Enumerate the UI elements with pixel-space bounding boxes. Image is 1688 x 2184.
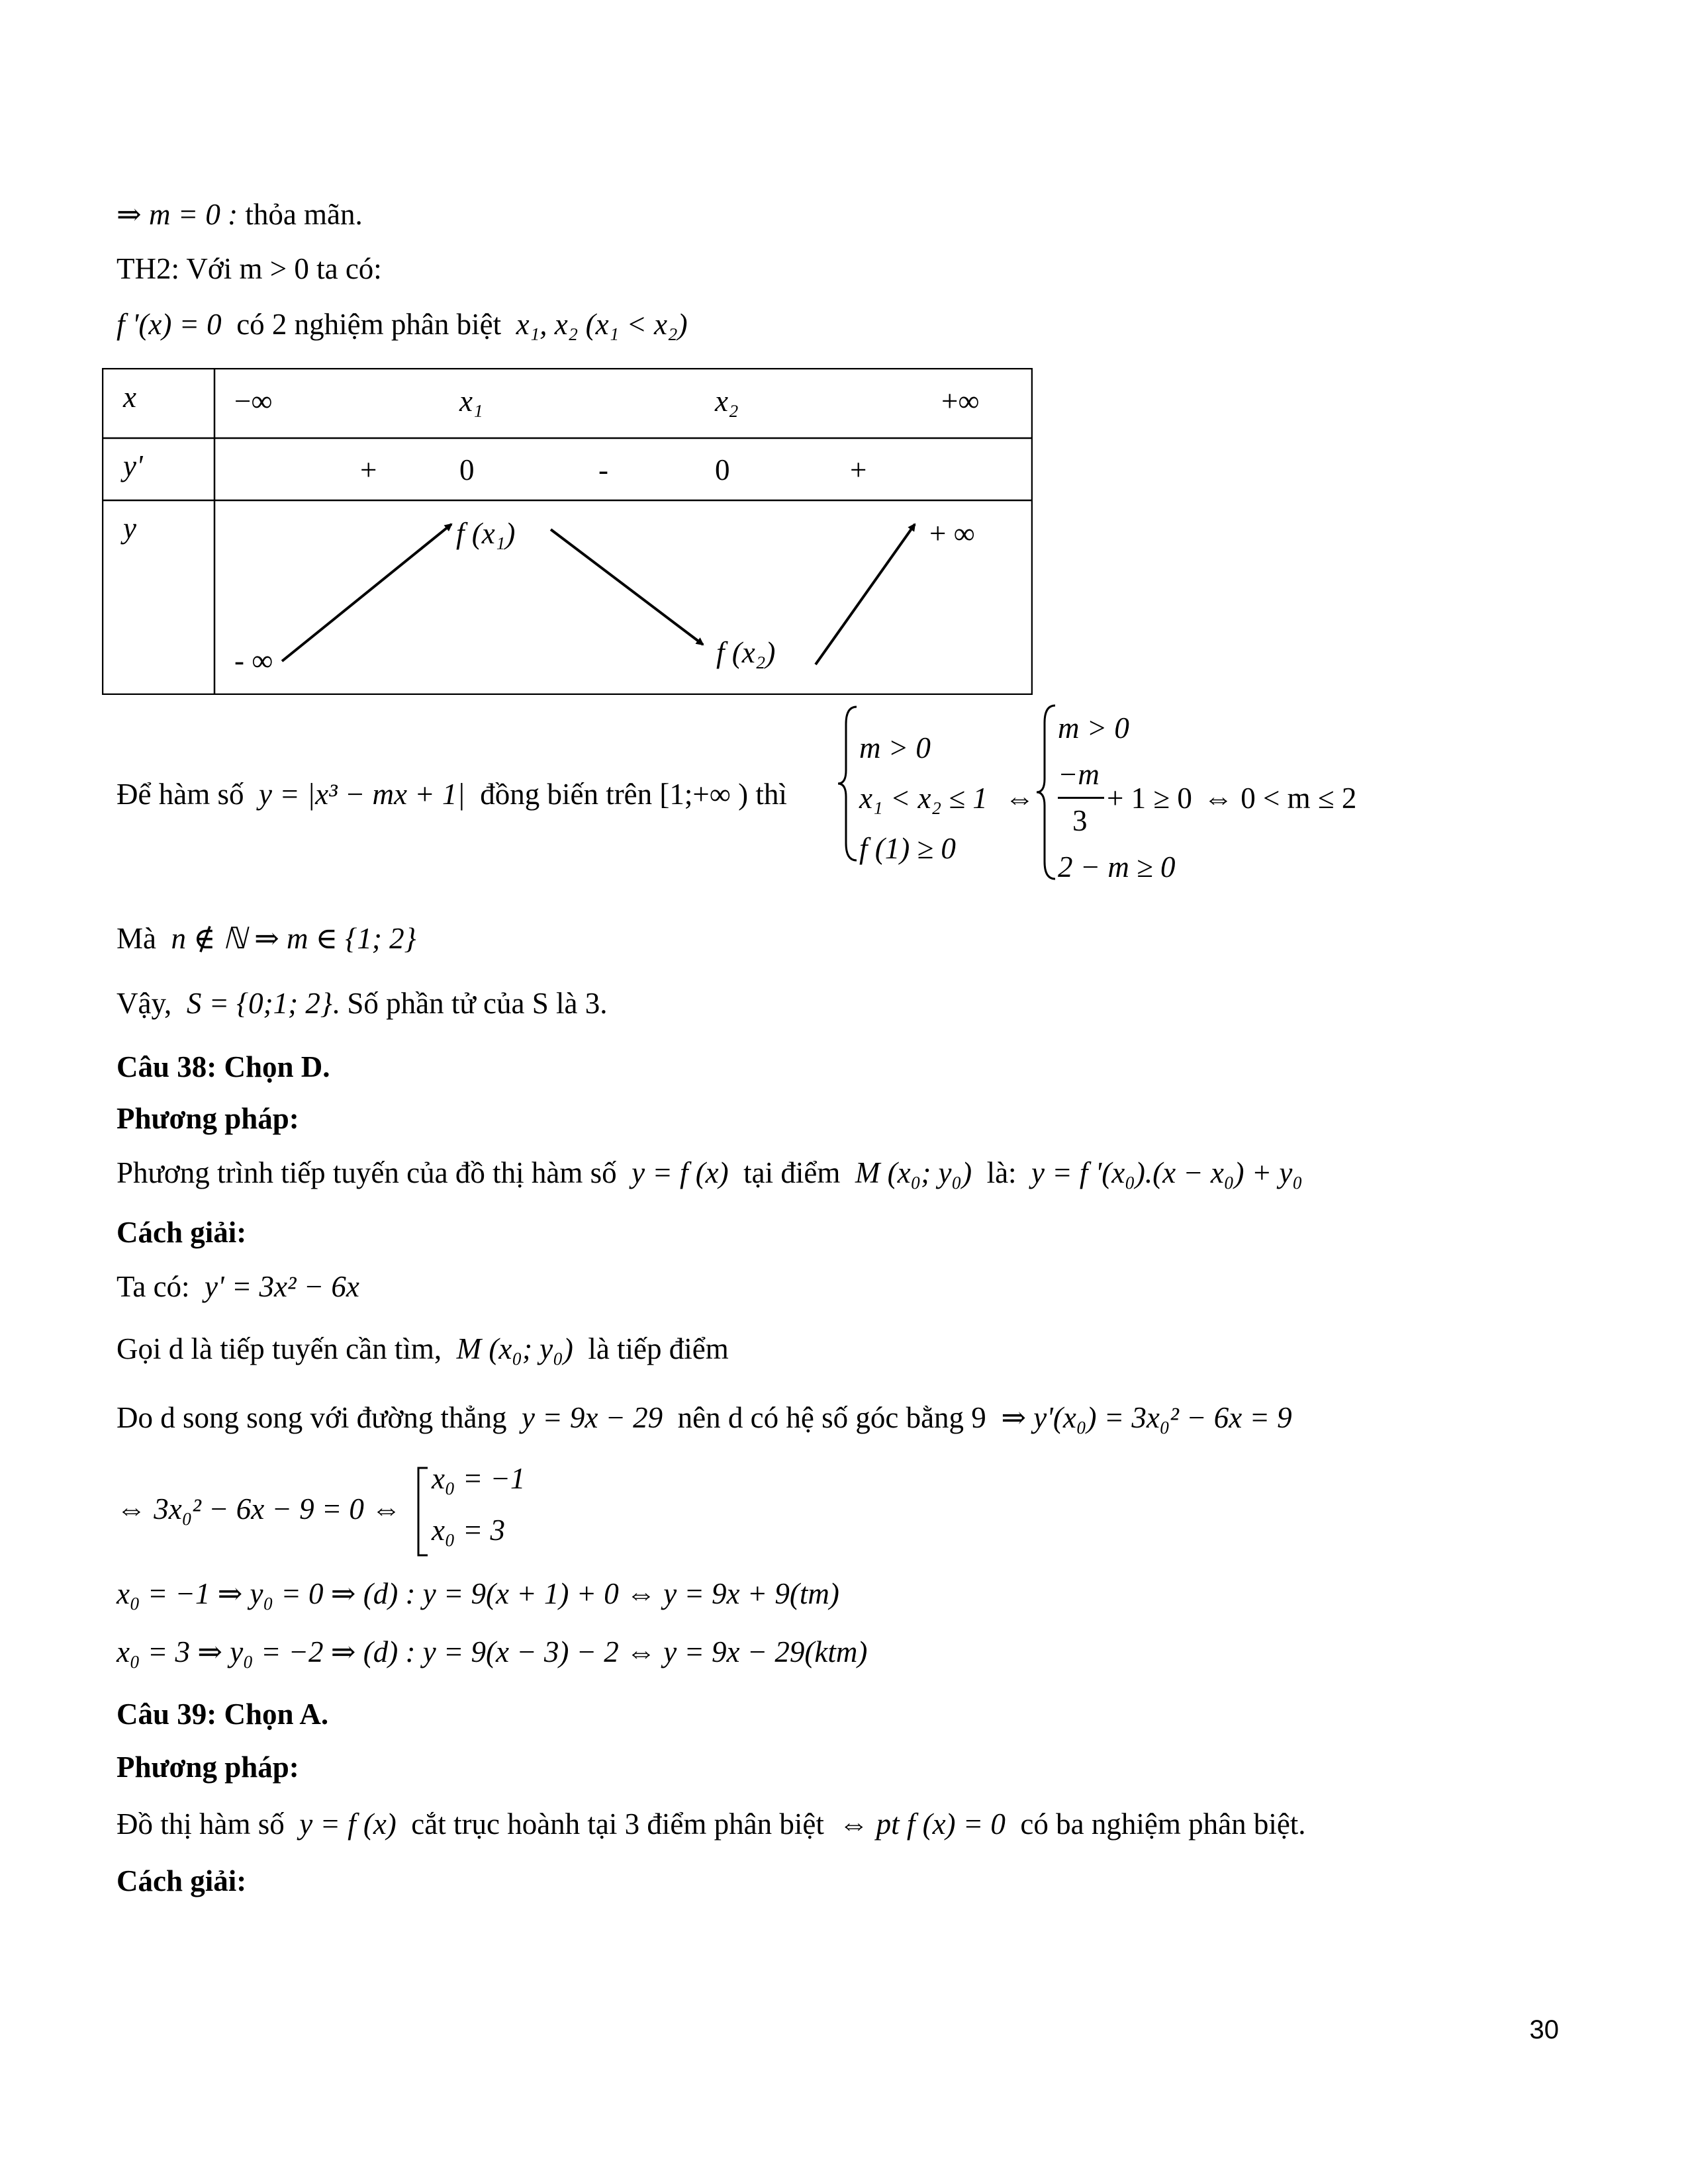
line-do-d <box>117 1402 1292 1435</box>
line-th2: TH2: Với m > 0 ta có: <box>117 252 382 285</box>
math-fprime: f '(x) = 0 <box>117 308 222 341</box>
math-roots: x₁, x₂ (x₁ < x₂) <box>516 308 688 341</box>
text-do-thi: Đồ thị hàm số <box>117 1807 285 1841</box>
root-2: x₀ = 3 <box>432 1514 505 1547</box>
text-ma: Mà <box>117 922 156 955</box>
y-val-fx1: f (x₁) <box>456 517 516 550</box>
line-derivative <box>117 308 688 341</box>
line-quadratic <box>117 1493 401 1526</box>
sys2-row-b-rest: + 1 ≥ 0 <box>1107 782 1192 815</box>
brace-system-1 <box>835 704 862 863</box>
text-goi-d: Gọi d là tiếp tuyến cần tìm, <box>117 1332 442 1365</box>
sys1-row-b: x₁ < x₂ ≤ 1 <box>859 782 988 815</box>
x-val-pos-inf: +∞ <box>941 385 980 418</box>
math-yprime: y' = 3x² − 6x <box>205 1270 359 1303</box>
sign-zero-1: 0 <box>459 453 475 486</box>
text-satisfied: thỏa mãn. <box>245 198 363 231</box>
sys1-row-c: f (1) ≥ 0 <box>859 832 956 865</box>
math-slope: ⇒ y'(x₀) = 3x₀² − 6x = 9 <box>1001 1401 1292 1434</box>
text-vay-rest: . Số phần tử của S là 3. <box>332 987 608 1020</box>
text-vay: Vậy, <box>117 987 172 1020</box>
line-case-1: x₀ = −1 ⇒ y₀ = 0 ⇒ (d) : y = 9(x + 1) + 0 ⇔ y = 9x + 9(tm) <box>117 1577 839 1610</box>
text-ta-co: Ta có: <box>117 1270 190 1303</box>
line-ta-co <box>117 1271 359 1304</box>
math-m-zero: ⇒ m = 0 : <box>117 198 238 231</box>
sys2-frac-den: 3 <box>1072 804 1088 837</box>
arrow-up-2 <box>816 524 915 664</box>
math-ma: n ∉ ℕ ⇒ m ∈ {1; 2} <box>171 922 416 955</box>
y-val-pos-inf: + ∞ <box>929 517 975 550</box>
text-do-d: Do d song song với đường thẳng <box>117 1401 507 1434</box>
math-abs-func: y = |x³ − mx + 1| <box>258 778 465 811</box>
math-tangent-eq: y = f '(x₀).(x − x₀) + y₀ <box>1031 1156 1303 1189</box>
line-case-2: x₀ = 3 ⇒ y₀ = −2 ⇒ (d) : y = 9(x − 3) − 2 ⇔ y = 9x − 29(ktm) <box>117 1635 868 1668</box>
line-goi-d <box>117 1333 729 1366</box>
sign-minus: - <box>598 453 608 486</box>
sys2-frac-bar <box>1058 797 1104 799</box>
sys2-frac-num: −m <box>1058 758 1100 791</box>
heading-phuong-phap-2: Phương pháp: <box>117 1751 299 1784</box>
root-1: x₀ = −1 <box>432 1462 526 1495</box>
sys1-row-a: m > 0 <box>859 731 931 764</box>
math-yfx-2: y = f (x) <box>299 1807 397 1841</box>
sys2-result: ⇔ 0 < m ≤ 2 <box>1203 782 1357 815</box>
line-vay <box>117 987 607 1021</box>
math-yfx-1: y = f (x) <box>632 1156 729 1189</box>
sign-plus-2: + <box>850 453 867 486</box>
sys2-row-a: m > 0 <box>1058 711 1129 745</box>
text-cond-intro: Để hàm số <box>117 778 244 811</box>
bracket-roots <box>414 1465 430 1558</box>
x-val-x2: x₂ <box>715 385 739 418</box>
text-two-roots: có 2 nghiệm phân biệt <box>236 308 502 341</box>
text-cat-truc: cắt trục hoành tại 3 điểm phân biệt <box>411 1807 824 1841</box>
line-ma <box>117 923 416 956</box>
heading-cach-giai-2: Cách giải: <box>117 1864 247 1897</box>
line-condition <box>117 778 787 811</box>
arrow-up-1 <box>282 524 451 661</box>
sign-plus-1: + <box>360 453 377 486</box>
line-m-zero <box>117 199 363 232</box>
math-set-s: S = {0;1; 2} <box>186 987 332 1020</box>
y-val-fx2: f (x₂) <box>716 636 776 669</box>
sys-equiv-1: ⇔ <box>1005 782 1035 815</box>
heading-cach-giai-1: Cách giải: <box>117 1216 247 1249</box>
line-tangent-formula <box>117 1157 1303 1190</box>
y-val-neg-inf: - ∞ <box>234 644 273 677</box>
x-val-x1: x₁ <box>459 385 483 418</box>
text-la: là: <box>986 1156 1017 1189</box>
x-val-neg-inf: −∞ <box>234 385 273 418</box>
row-label-yprime: y' <box>123 449 143 482</box>
line-intersection <box>117 1808 1306 1841</box>
text-tangent: Phương trình tiếp tuyến của đồ thị hàm số <box>117 1156 617 1189</box>
heading-cau-38: Câu 38: Chọn D. <box>117 1050 330 1083</box>
heading-cau-39: Câu 39: Chọn A. <box>117 1698 329 1731</box>
page-number: 30 <box>1529 2015 1559 2044</box>
text-cond: đồng biến trên [1;+∞ ) thì <box>480 778 787 811</box>
text-ba-nghiem: có ba nghiệm phân biệt. <box>1020 1807 1306 1841</box>
row-label-y: y <box>123 512 136 545</box>
variation-table <box>102 368 1033 695</box>
heading-phuong-phap-1: Phương pháp: <box>117 1102 299 1135</box>
row-label-x: x <box>123 381 136 414</box>
text-he-so-goc: nên d có hệ số góc bằng 9 <box>677 1401 986 1434</box>
math-point-m: M (x₀; y₀) <box>855 1156 972 1189</box>
math-line-eq: y = 9x − 29 <box>521 1401 663 1434</box>
arrow-down <box>551 529 703 645</box>
math-point-m-2: M (x₀; y₀) <box>456 1332 573 1365</box>
text-tai-diem: tại điểm <box>743 1156 841 1189</box>
math-pt: ⇔ pt f (x) = 0 <box>839 1807 1006 1841</box>
sys2-row-c: 2 − m ≥ 0 <box>1058 850 1176 884</box>
math-quadratic: ⇔ 3x₀² − 6x − 9 = 0 ⇔ <box>117 1492 402 1525</box>
text-tiep-diem: là tiếp điểm <box>588 1332 729 1365</box>
brace-system-2 <box>1034 703 1060 882</box>
sign-zero-2: 0 <box>715 453 730 486</box>
